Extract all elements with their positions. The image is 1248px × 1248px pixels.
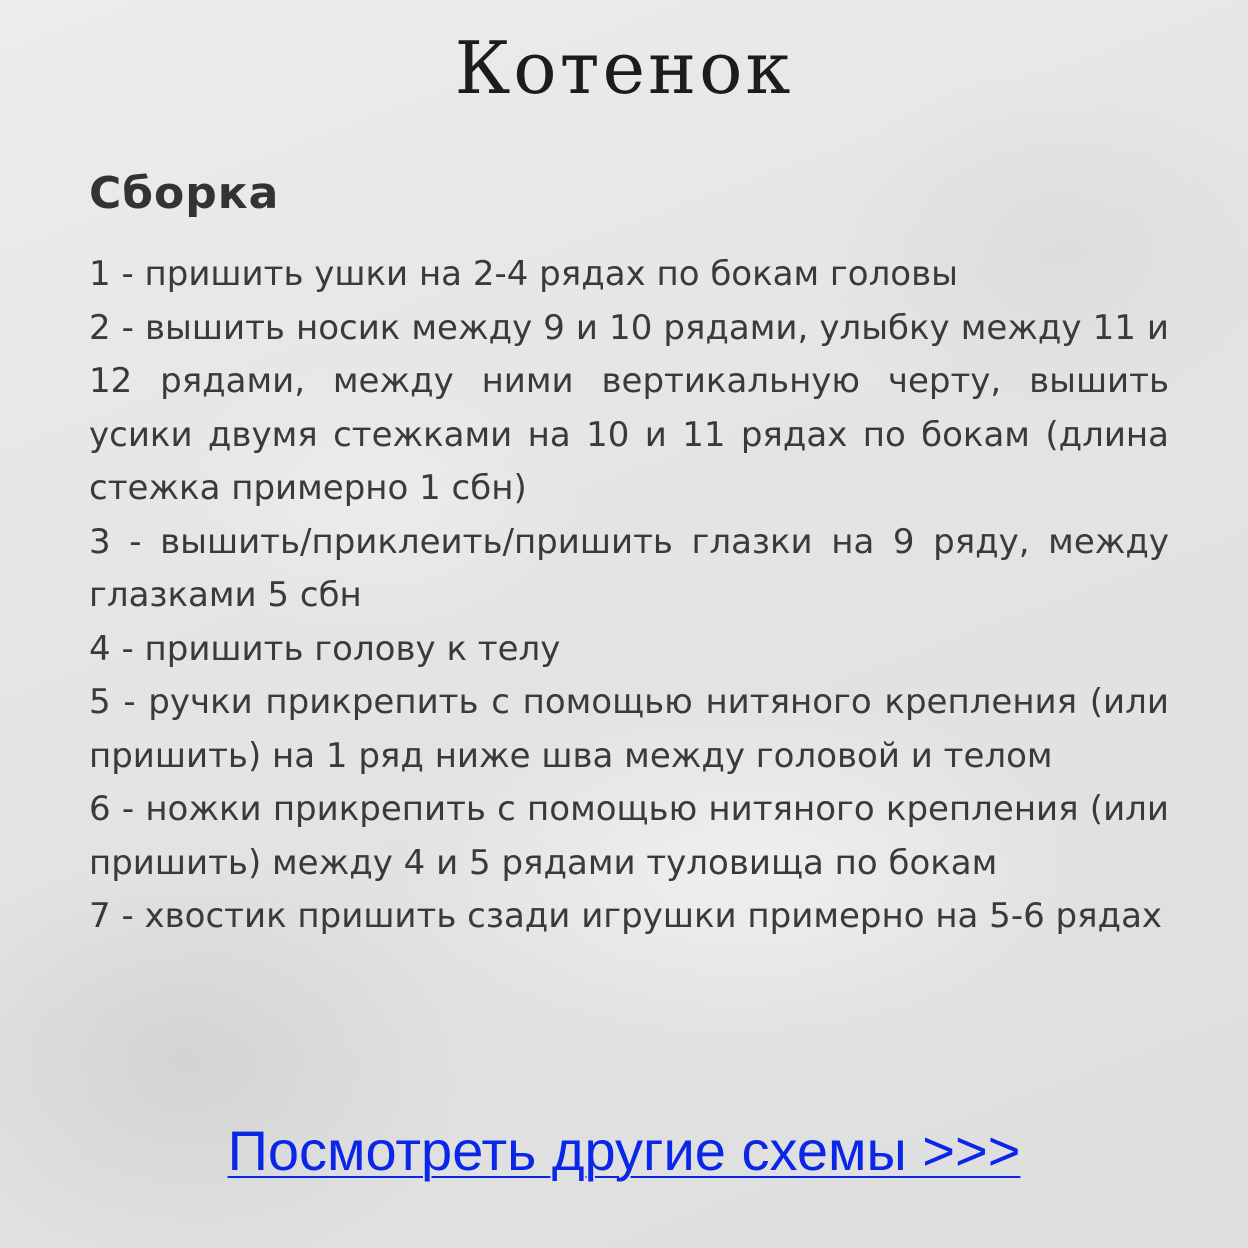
assembly-steps-list	[89, 248, 1169, 944]
footer	[0, 1118, 1248, 1183]
page-title: Котенок	[454, 26, 794, 110]
assembly-step-2: 2 - вышить носик между 9 и 10 рядами, улыбку между 11 и 12 рядами, между ними вертикальную черту, вышить усики двумя стежками на 10 и 11 рядах по бокам (длина стежка примерно 1 сбн)	[89, 307, 1169, 509]
assembly-step-7: 7 - хвостик пришить сзади игрушки примерно на 5-6 рядах	[89, 896, 1163, 937]
assembly-step-6: 6 - ножки прикрепить с помощью нитяного крепления (или пришить) между 4 и 5 рядами туловища по бокам	[89, 789, 1169, 883]
section-heading: Сборка	[89, 168, 280, 219]
assembly-step-4: 4 - пришить голову к телу	[89, 628, 561, 669]
assembly-step-1: 1 - пришить ушки на 2-4 рядах по бокам головы	[89, 254, 958, 295]
assembly-step-5: 5 - ручки прикрепить с помощью нитяного крепления (или пришить) на 1 ряд ниже шва между головой и телом	[89, 682, 1169, 776]
assembly-step-3: 3 - вышить/приклеить/пришить глазки на 9 ряду, между глазками 5 сбн	[89, 521, 1169, 616]
assembly-section	[89, 165, 1169, 944]
other-patterns-link[interactable]: Посмотреть другие схемы >>>	[227, 1119, 1021, 1182]
